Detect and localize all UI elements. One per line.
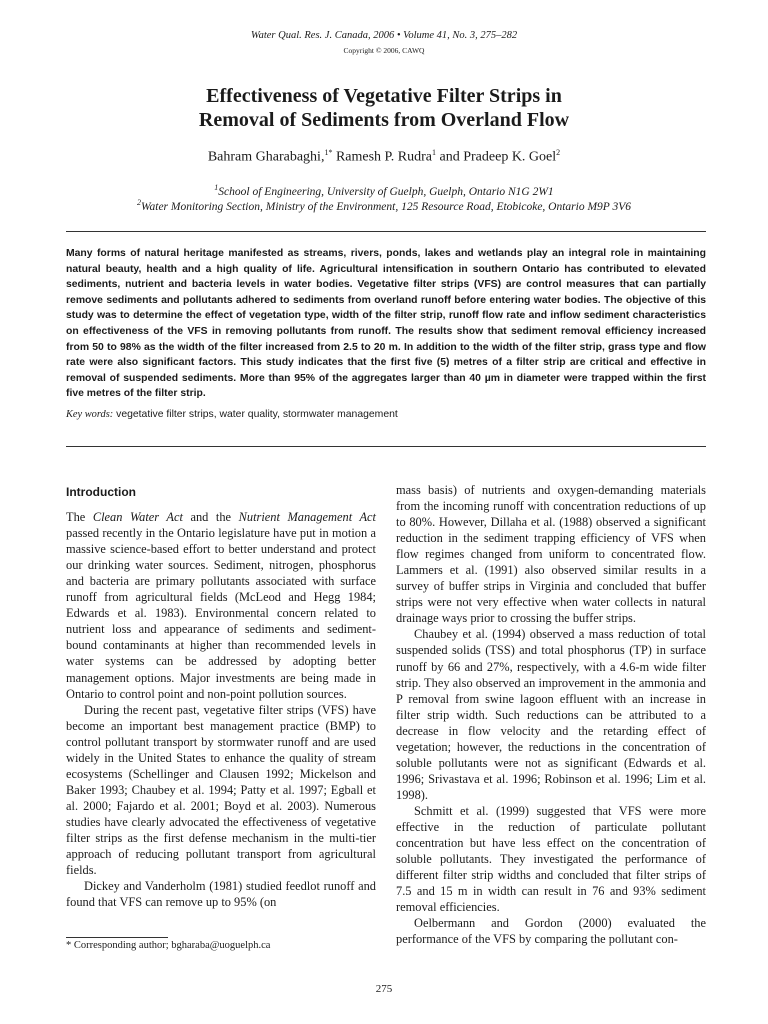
text-run: and the <box>182 510 239 525</box>
journal-citation: Water Qual. Res. J. Canada, 2006 • Volume 41, No. 3, 275–282 <box>250 30 518 41</box>
section-heading-introduction: Introduction <box>66 485 136 499</box>
text-run: passed recently in the Ontario legislature have put in motion a massive science-based effort to better understand and protect our drinking water sources. Sediment, nitrogen, phosphorus and bacteria are primary pollutants associated with surface runoff from agricultural fields (McLeod and Hegg 1984; Edwards et al. 1983). Environmental concern related to nutrient loss and appearance of sediments and sediment-bound contaminants at higher than recommended levels in water systems can be addressed by adopting better management options. Major investments are being made in Ontario to control point and non-point pollution sources. <box>66 526 376 701</box>
title-line-1: Effectiveness of Vegetative Filter Strips in <box>206 85 562 107</box>
author-2: Ramesh P. Rudra <box>332 149 433 165</box>
paragraph-intro-1 <box>66 509 376 702</box>
abstract-top-rule <box>66 231 706 232</box>
keywords-text: vegetative filter strips, water quality, stormwater management <box>113 409 398 420</box>
author-1-affil-mark: 1* <box>324 148 333 157</box>
author-1: Bahram Gharabaghi, <box>207 149 325 165</box>
copyright-notice: Copyright © 2006, CAWQ <box>343 46 425 55</box>
paragraph-right-3: Schmitt et al. (1999) suggested that VFS were more effective in the reduction of particulate pollutant concentration but have less effect on the concentration of soluble pollutants. They investigated the performance of different filter strip widths and concluded that filter strips of 7.5 and 15 m in width can result in 76 and 93% sediment removal efficiencies. <box>396 803 706 915</box>
abstract-bottom-rule <box>66 446 706 447</box>
author-list <box>0 148 768 166</box>
paragraph-intro-2: During the recent past, vegetative filter strips (VFS) have become an important best management practice (BMP) to control pollutant transport by stormwater runoff and are used widely in the United States to enhance the quality of stream ecosystems (Schellinger and Clausen 1992; Mickelson and Baker 1993; Chaubey et al. 1994; Patty et al. 1997; Egball et al. 2000; Fajardo et al. 2001; Boyd et al. 2003). Numerous studies have clearly advocated the effectiveness of vegetative filter strips as the first defense mechanism in the multi-tier approach of reducing pollutant transport from agricultural fields. <box>66 702 376 878</box>
keywords-label: Key words: <box>66 409 114 420</box>
left-column <box>66 482 376 910</box>
paper-title <box>0 84 768 132</box>
page-number: 275 <box>375 983 393 995</box>
title-line-2: Removal of Sediments from Overland Flow <box>198 109 570 131</box>
paragraph-right-4: Oelbermann and Gordon (2000) evaluated the performance of the VFS by comparing the pollutant con- <box>396 916 706 947</box>
abstract: Many forms of natural heritage manifested as streams, rivers, ponds, lakes and wetlands play an integral role in maintaining natural beauty, health and a high quality of life. Agricultural intensification in southern Ontario has contributed to elevated sediments, nutrient and bacteria levels in water bodies. Vegetative filter strips (VFS) are control measures that can partially remove sediments and pollutants adhered to sediments from overland runoff before entering water bodies. The objective of this study was to determine the effect of vegetation type, width of the filter strip, runoff flow rate and inflow sediment characteristics on effectiveness of the VFS in removing pollutants from runoff. The results show that sediment removal efficiency increased from 50 to 98% as the width of the filter increased from 2.5 to 20 m. In addition to the width of the filter strip, grass type and flow rate were also significant factors. This study indicates that the first five (5) metres of a filter strip are critical and effective in removal of suspended sediments. More than 95% of the aggregates larger than 40 µm in diameter were trapped within the first five metres of the filter strip. <box>66 248 706 400</box>
author-3: and Pradeep K. Goel <box>436 149 557 165</box>
affiliation-2-mark: 2 <box>136 198 141 207</box>
affiliation-1-mark: 1 <box>214 183 219 192</box>
keywords <box>66 409 706 420</box>
text-run: The <box>66 510 93 525</box>
act-name-clean-water: Clean Water Act <box>92 510 183 525</box>
author-2-affil-mark: 1 <box>432 148 437 157</box>
act-name-nutrient-management: Nutrient Management Act <box>238 510 376 525</box>
author-3-affil-mark: 2 <box>556 148 561 157</box>
affiliation-2-text: Water Monitoring Section, Ministry of the Environment, 125 Resource Road, Etobicoke, Ontario M9P 3V6 <box>140 200 632 213</box>
paragraph-right-1: mass basis) of nutrients and oxygen-demanding materials from the incoming runoff with concentration reductions of up to 80%. However, Dillaha et al. (1988) observed a significant reduction in the sediment trapping efficiency of VFS when flow regimes changed from uniform to concentrated flow. Lammers et al. (1991) also observed similar results in a survey of buffer strips in Virginia and concluded that buffer strips were not very effective when water collects in natural drainage ways prior to crossing the buffer strips. <box>396 483 706 626</box>
affiliation-1-text: School of Engineering, University of Guelph, Guelph, Ontario N1G 2W1 <box>218 185 554 198</box>
right-column <box>396 482 706 947</box>
affiliation-1 <box>0 183 768 198</box>
paragraph-intro-3: Dickey and Vanderholm (1981) studied feedlot runoff and found that VFS can remove up to 95% (on <box>66 879 376 910</box>
corresponding-author-footnote: * Corresponding author; bgharaba@uoguelph.ca <box>66 940 271 951</box>
affiliation-2 <box>0 198 768 213</box>
footnote-rule <box>66 937 168 938</box>
paragraph-right-2: Chaubey et al. (1994) observed a mass reduction of total suspended solids (TSS) and total phosphorus (TP) in surface runoff by 66 and 27%, respectively, with a 4.6-m wide filter strip. They also observed an improvement in the ammonia and P removal from swine lagoon effluent with an increase in filter strip width. Such reductions can be attributed to a decrease in flow velocity and the retarding effect of vegetation; however, the reductions in the concentration of soluble pollutants were not as significant (Edwards et al. 1996; Srivastava et al. 1996; Robinson et al. 1996; Lim et al. 1998). <box>396 627 706 802</box>
